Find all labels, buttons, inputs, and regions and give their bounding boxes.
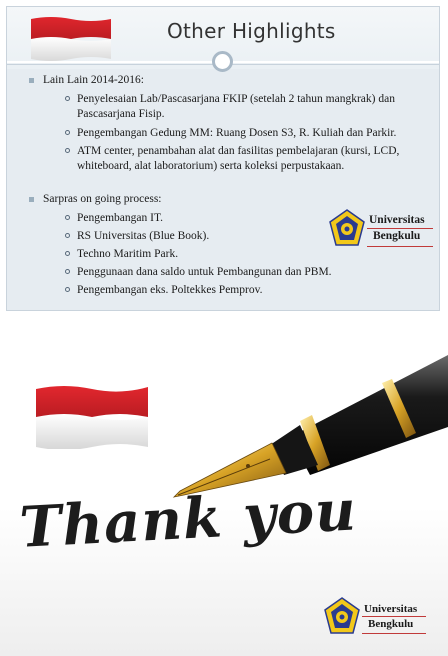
logo-divider [362, 616, 426, 617]
list-item: Penggunaan dana saldo untuk Pembangunan dan PBM. [77, 265, 427, 280]
circle-bullet-icon [65, 269, 70, 274]
slide-title: Other Highlights [167, 19, 336, 43]
circle-bullet-icon [65, 233, 70, 238]
circle-bullet-icon [65, 215, 70, 220]
circle-bullet-icon [65, 251, 70, 256]
indonesian-flag-icon [34, 383, 150, 449]
logo-line1: Universitas [369, 214, 425, 226]
logo-line1: Universitas [364, 603, 418, 615]
list-item: Penyelesaian Lab/Pascasarjana FKIP (setelah 2 tahun mangkrak) dan [77, 92, 427, 107]
university-logo [329, 209, 437, 249]
circle-bullet-icon [65, 130, 70, 135]
university-logo [324, 597, 432, 637]
logo-underline [367, 246, 433, 247]
list-item-continuation: Pascasarjana Fisip. [77, 108, 165, 120]
university-emblem-icon [324, 597, 360, 635]
slide-thank-you [0, 325, 448, 656]
section-heading-sarpras: Sarpras on going process: [43, 192, 162, 207]
list-item-continuation: whiteboard, alat laboratorium) serta koleksi perpustakaan. [77, 160, 345, 172]
list-item: RS Universitas (Blue Book). [77, 229, 427, 244]
list-item: ATM center, penambahan alat dan fasilitas pembelajaran (kursi, LCD, [77, 144, 427, 159]
logo-line2: Bengkulu [368, 618, 414, 630]
square-bullet-icon [29, 78, 34, 83]
section-heading-lain-lain: Lain Lain 2014-2016: [43, 73, 144, 88]
logo-underline [362, 633, 426, 634]
indonesian-flag-icon [29, 15, 113, 61]
logo-divider [367, 228, 433, 229]
square-bullet-icon [29, 197, 34, 202]
list-item: Techno Maritim Park. [77, 247, 427, 262]
circle-bullet-icon [65, 96, 70, 101]
slide-other-highlights [6, 6, 440, 311]
logo-line2: Bengkulu [373, 230, 421, 242]
university-emblem-icon [329, 209, 365, 247]
header-ring-ornament [212, 51, 233, 72]
circle-bullet-icon [65, 287, 70, 292]
list-item: Pengembangan Gedung MM: Ruang Dosen S3, R. Kuliah dan Parkir. [77, 126, 427, 141]
list-item: Pengembangan IT. [77, 211, 427, 226]
circle-bullet-icon [65, 148, 70, 153]
thank-you-text: Thank you [18, 477, 359, 561]
list-item: Pengembangan eks. Poltekkes Pemprov. [77, 283, 427, 298]
